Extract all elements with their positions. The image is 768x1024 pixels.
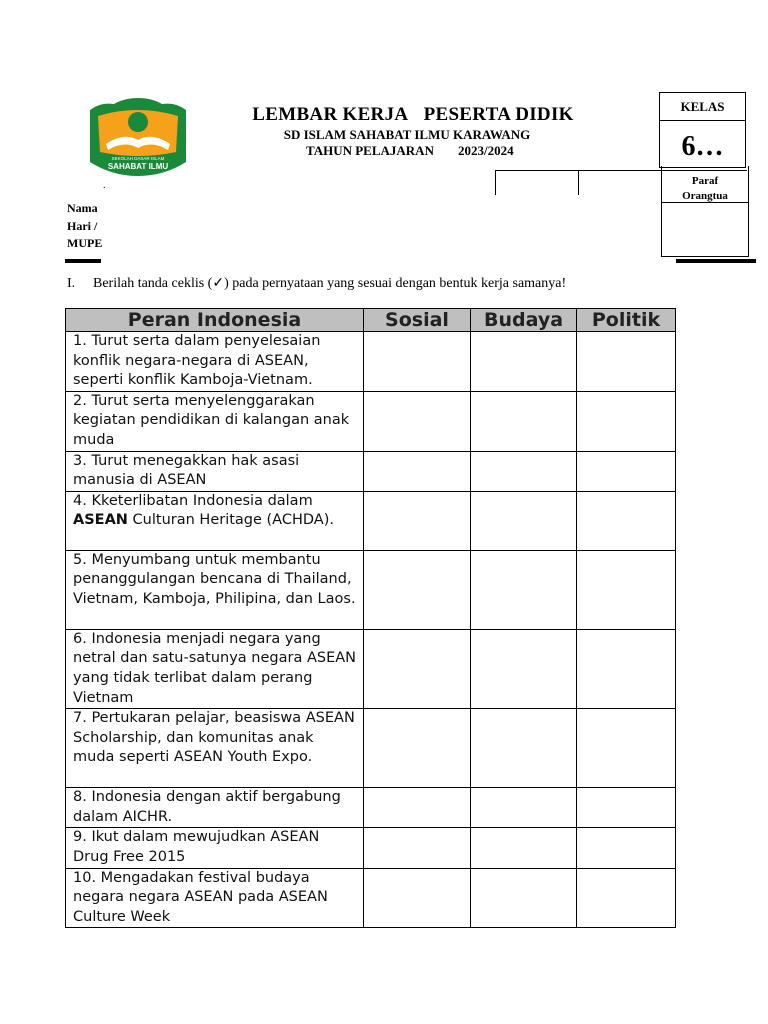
check-cell-social[interactable] — [364, 451, 471, 491]
role-text: 3. Turut menegakkan hak asasi manusia di ASEAN — [66, 451, 364, 491]
check-cell-social[interactable] — [364, 709, 471, 788]
role-text-post: Culturan Heritage (ACHDA). — [127, 512, 334, 529]
role-text: 10. Mengadakan festival budaya negara negara ASEAN pada ASEAN Culture Week — [66, 868, 364, 928]
table-row — [66, 709, 676, 788]
check-cell-social[interactable] — [364, 491, 471, 550]
school-year — [306, 143, 514, 159]
day-label: Hari / — [67, 219, 98, 233]
role-text: 8. Indonesia dengan aktif bergabung dalam AICHR. — [66, 788, 364, 828]
school-name: SD ISLAM SAHABAT ILMU KARAWANG — [283, 127, 531, 142]
role-text-bold: ASEAN — [73, 512, 128, 529]
parent-signature-divider — [662, 202, 748, 203]
check-cell-politics[interactable] — [577, 629, 676, 708]
role-text: 1. Turut serta dalam penyelesaian konflik negara-negara di ASEAN, seperti konflik Kamboja-Vietnam. — [66, 332, 364, 392]
check-cell-politics[interactable] — [577, 451, 676, 491]
check-cell-culture[interactable] — [471, 828, 577, 868]
check-cell-politics[interactable] — [577, 868, 676, 928]
check-cell-culture[interactable] — [471, 868, 577, 928]
check-cell-politics[interactable] — [577, 332, 676, 392]
class-value: 6… — [681, 131, 724, 162]
header-politics: Politik — [577, 309, 676, 332]
check-cell-culture[interactable] — [471, 629, 577, 708]
table-header-row — [66, 309, 676, 332]
check-cell-politics[interactable] — [577, 491, 676, 550]
role-text-pre: 4. Kketerlibatan Indonesia dalam — [73, 492, 313, 509]
table-row — [66, 491, 676, 550]
signature-divider — [578, 171, 579, 195]
table-row — [66, 629, 676, 708]
header-rule-right — [676, 259, 756, 263]
table-row — [66, 332, 676, 392]
check-cell-social[interactable] — [364, 550, 471, 629]
header-culture: Budaya — [471, 309, 577, 332]
instruction-number: I. — [67, 276, 76, 291]
check-cell-culture[interactable] — [471, 491, 577, 550]
role-text — [66, 491, 364, 550]
title-part-a: LEMBAR KERJA — [252, 104, 409, 125]
table-row — [66, 451, 676, 491]
table-row — [66, 550, 676, 629]
class-label: KELAS — [680, 99, 725, 114]
role-text: 6. Indonesia menjadi negara yang netral dan satu-satunya negara ASEAN yang tidak terlibat dalam perang Vietnam — [66, 629, 364, 708]
check-cell-social[interactable] — [364, 629, 471, 708]
parent-signature-line1: Paraf — [691, 175, 719, 187]
role-text: 7. Pertukaran pelajar, beasiswa ASEAN Scholarship, dan komunitas anak muda seperti ASEAN Youth Expo. — [66, 709, 364, 788]
check-cell-politics[interactable] — [577, 709, 676, 788]
role-text: 5. Menyumbang untuk membantu penanggulangan bencana di Thailand, Vietnam, Kamboja, Philipina, dan Laos. — [66, 550, 364, 629]
header-rule-left — [65, 259, 101, 263]
check-cell-culture[interactable] — [471, 788, 577, 828]
instruction — [67, 275, 566, 292]
check-cell-culture[interactable] — [471, 332, 577, 392]
parent-signature-label — [662, 174, 748, 204]
signature-divider — [495, 171, 496, 195]
dot-mark: . — [103, 180, 106, 191]
instruction-text: Berilah tanda ceklis (✓) pada pernyataan yang sesuai dengan bentuk kerja samanya! — [93, 276, 567, 291]
roles-table — [65, 308, 676, 928]
check-cell-politics[interactable] — [577, 550, 676, 629]
header-social: Sosial — [364, 309, 471, 332]
class-divider — [660, 120, 745, 121]
role-text: 2. Turut serta menyelenggarakan kegiatan pendidikan di kalangan anak muda — [66, 391, 364, 451]
check-cell-culture[interactable] — [471, 709, 577, 788]
year-label: TAHUN PELAJARAN — [306, 143, 434, 158]
logo-small-text: SEKOLAH DASAR ISLAM — [111, 156, 165, 161]
check-cell-social[interactable] — [364, 391, 471, 451]
check-cell-social[interactable] — [364, 868, 471, 928]
year-value: 2023/2024 — [457, 143, 514, 158]
logo-name-text: SAHABAT ILMU — [107, 162, 169, 171]
header-role: Peran Indonesia — [66, 309, 364, 332]
table-row — [66, 391, 676, 451]
check-cell-social[interactable] — [364, 828, 471, 868]
check-cell-culture[interactable] — [471, 391, 577, 451]
check-cell-culture[interactable] — [471, 550, 577, 629]
page-title — [0, 104, 768, 126]
table-row — [66, 788, 676, 828]
subject-label: MUPE — [67, 236, 103, 250]
check-cell-politics[interactable] — [577, 828, 676, 868]
check-cell-politics[interactable] — [577, 391, 676, 451]
parent-signature-box — [661, 166, 749, 257]
title-part-b: PESERTA DIDIK — [423, 104, 574, 125]
name-label: Nama — [67, 201, 98, 215]
parent-signature-line2: Orangtua — [682, 190, 728, 202]
table-row — [66, 868, 676, 928]
check-cell-social[interactable] — [364, 332, 471, 392]
role-text: 9. Ikut dalam mewujudkan ASEAN Drug Free 2015 — [66, 828, 364, 868]
table-row — [66, 828, 676, 868]
check-cell-culture[interactable] — [471, 451, 577, 491]
class-box — [659, 92, 746, 168]
check-cell-social[interactable] — [364, 788, 471, 828]
check-cell-politics[interactable] — [577, 788, 676, 828]
